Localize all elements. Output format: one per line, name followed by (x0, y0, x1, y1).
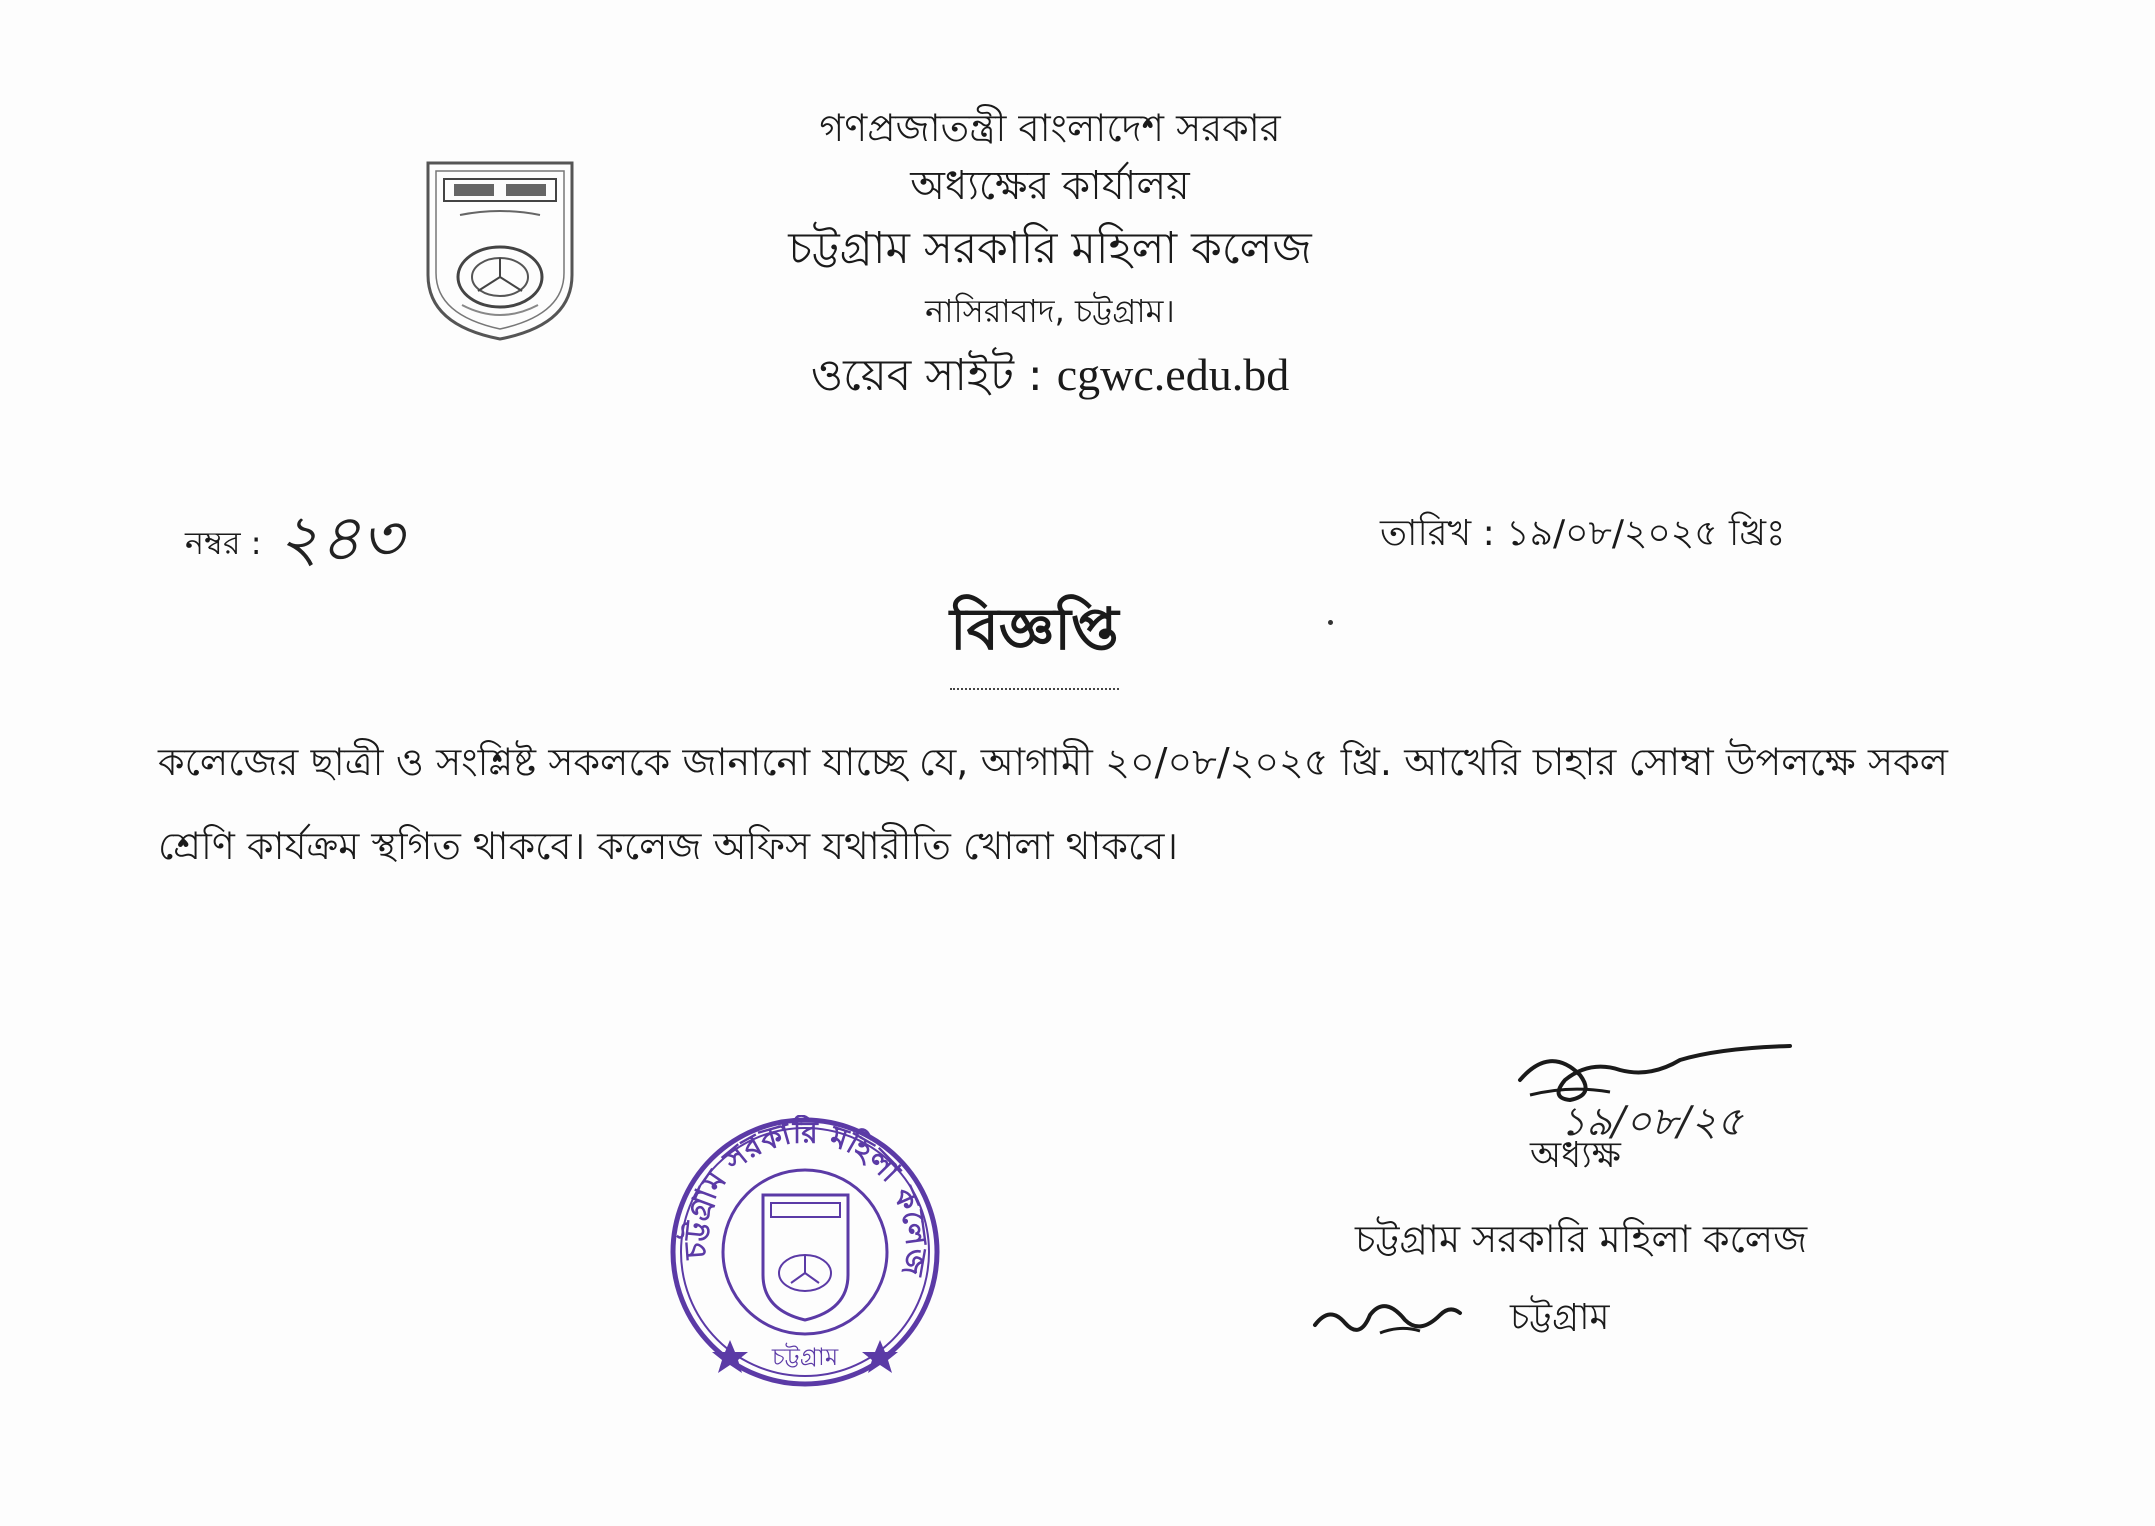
website-line (600, 340, 1500, 411)
letterhead (600, 100, 1500, 411)
college-name: চট্টগ্রাম সরকারি মহিলা কলেজ (788, 223, 1312, 274)
college-seal-stamp (668, 1115, 943, 1390)
college-address: নাসিরাবাদ, চট্টগ্রাম। (925, 292, 1175, 330)
memo-number-value: ২৪৩ (277, 502, 403, 576)
signatory-city: চট্টগ্রাম (1510, 1297, 1610, 1338)
date-value: ১৯/০৮/২০২৫ খ্রিঃ (1506, 513, 1786, 554)
memo-number (185, 490, 402, 597)
notice-title: বিজ্ঞপ্তি (950, 585, 1119, 690)
initials-mark (1310, 1285, 1470, 1345)
notice-body: কলেজের ছাত্রী ও সংশ্লিষ্ট সকলকে জানানো যাচ্ছে যে, আগামী ২০/০৮/২০২৫ খ্রি. আখেরি চাহার সোম্বা উপলক্ষে সকল শ্রেণি কার্যক্রম স্থগিত থাকবে। কলেজ অফিস যথারীতি খোলা থাকবে। (158, 740, 1948, 868)
signatory-title: অধ্যক্ষ (1530, 1135, 1621, 1176)
government-name: গণপ্রজাতন্ত্রী বাংলাদেশ সরকার (819, 106, 1281, 150)
stamp-ring-text: চট্টগ্রাম সরকারি মহিলা কলেজ (678, 1115, 934, 1278)
signature-date: ১৯/০৮/২৫ (1560, 1099, 1743, 1145)
memo-label: নম্বর : (185, 524, 262, 562)
stamp-bottom-text: চট্টগ্রাম (771, 1343, 839, 1371)
website-url: cgwc.edu.bd (1056, 349, 1290, 400)
signatory-college: চট্টগ্রাম সরকারি মহিলা কলেজ (1355, 1217, 1808, 1261)
college-logo (420, 155, 580, 345)
notice-date (1380, 506, 1785, 566)
office-name: অধ্যক্ষের কার্যালয় (910, 163, 1190, 209)
date-label: তারিখ : (1380, 513, 1495, 554)
website-label: ওয়েব সাইট : (810, 350, 1043, 401)
stray-mark (1328, 620, 1333, 625)
